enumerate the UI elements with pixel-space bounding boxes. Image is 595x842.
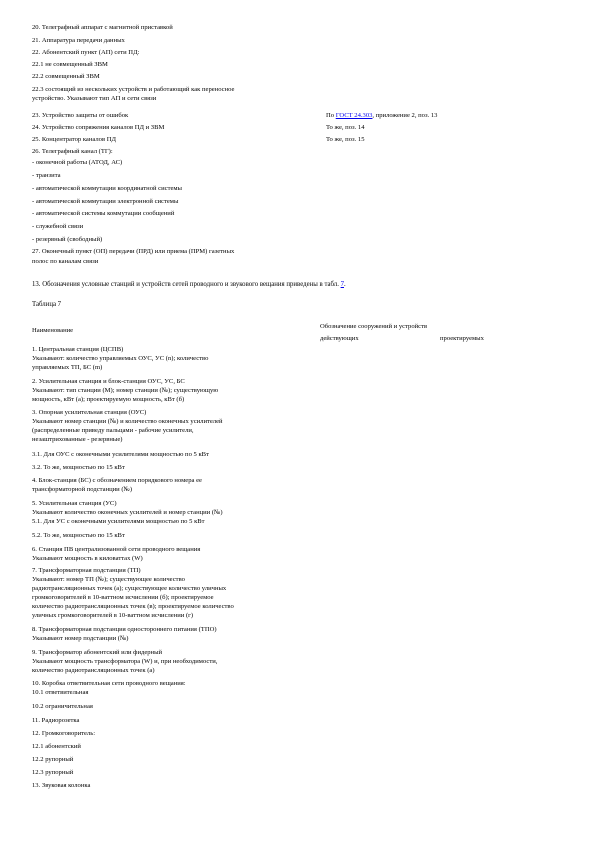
reference-prefix: По (326, 112, 336, 119)
section-paragraph (32, 280, 346, 289)
table-row: 3.1. Для ОУС с оконечными усилителями мощностью по 5 кВт (32, 451, 209, 458)
table-header-group: Обозначение сооружений и устройств (320, 323, 428, 330)
table-row: 3. Опорная усилительная станция (ОУС) (32, 409, 147, 416)
list-item: 25. Концентратор каналов ПД (32, 136, 116, 143)
table-row: Указывают количество оконечных усилителей и номер станции (№) (32, 509, 223, 516)
table-row: (распределенные приведу пальцами - рабочие усилители, (32, 427, 194, 434)
table-row: 6. Станция ПВ централизованной сети проводного вещания (32, 546, 201, 553)
table-row: управляемых ТП, БС (m) (32, 364, 103, 371)
paragraph-text: 13. Обозначения условные станций и устройств сетей проводного и звукового вещания приведены в табл. (32, 281, 341, 288)
table-row: Указывают мощность в киловаттах (W) (32, 555, 143, 562)
table-header-name: Наименование (32, 327, 74, 334)
table-row: 12. Громкоговоритель: (32, 730, 96, 737)
table-row: 3.2. То же, мощностью по 15 кВт (32, 464, 125, 471)
table-row: незаштрихованные - резервные) (32, 436, 123, 443)
reference-row-25: То же, поз. 15 (326, 136, 365, 143)
list-item: 22.2 совмещенный ЗВМ (32, 73, 100, 80)
table-row: Указывают мощность трансформатора (W) и, при необходимости, (32, 658, 218, 665)
table-row: 10.2 ограничительная (32, 703, 93, 710)
table-row: 7. Трансформаторная подстанция (ТП) (32, 567, 141, 574)
table-row: мощность, кВт (а); проектируемую мощность, кВт (б) (32, 396, 185, 403)
list-item: 24. Устройство сопряжения каналов ПД и ЗВМ (32, 124, 165, 131)
list-item: 22.3 состоящий из нескольких устройств и работающий как переносное (32, 86, 235, 93)
list-item: устройство. Указывают тип АП и сети связи (32, 95, 157, 102)
table-row: трансформаторной подстанции (№) (32, 486, 133, 493)
table-row: 10.1 ответвительная (32, 689, 89, 696)
table-row: 10. Коробка ответвительная сети проводного вещания: (32, 680, 186, 687)
table-row: 12.2 рупорный (32, 756, 74, 763)
table-row: Указывают номер подстанции (№) (32, 635, 129, 642)
table-row: 9. Трансформатор абонентский или фидерный (32, 649, 163, 656)
list-item: 22. Абонентский пункт (АП) сети ПД: (32, 49, 140, 56)
table-row: Указывают: тип станции (М); номер станции (№); существующую (32, 387, 219, 394)
table-row: 12.3 рупорный (32, 769, 74, 776)
table-header-designed: проектируемых (440, 335, 484, 342)
table-row: 5.2. То же, мощностью по 15 кВт (32, 532, 125, 539)
reference-row-24: То же, поз. 14 (326, 124, 365, 131)
table-label: Таблица 7 (32, 301, 62, 308)
list-item: полос по каналам связи (32, 258, 99, 265)
table-row: радиотрансляционных точек (а); существующее количество уличных (32, 585, 227, 592)
list-item: 22.1 не совмещенный ЗВМ (32, 61, 108, 68)
table-row: 5.1. Для УС с оконечными усилителями мощностью по 5 кВт (32, 518, 205, 525)
reference-suffix: , приложение 2, поз. 13 (372, 112, 438, 119)
list-item: 21. Аппаратура передачи данных (32, 37, 125, 44)
paragraph-end: . (344, 281, 346, 288)
list-item: 26. Телеграфный канал (ТГ): (32, 148, 113, 155)
table-row: 13. Звуковая колонка (32, 782, 91, 789)
gost-link[interactable]: ГОСТ 24.303 (335, 112, 373, 119)
list-item: - оконечной работы (АТОД, АС) (32, 159, 123, 166)
table-row: Указывают: количество управляемых ОУС, УС (n); количество (32, 355, 209, 362)
table-row: 12.1 абонентский (32, 743, 81, 750)
table-header-existing: действующих (320, 335, 359, 342)
table-row: Указывают номер станции (№) и количество оконечных усилителей (32, 418, 223, 425)
table-row: Указывают: номер ТП (№); существующее количество (32, 576, 185, 583)
list-item: - резервный (свободный) (32, 236, 103, 243)
list-item: - автоматической системы коммутации сообщений (32, 210, 175, 217)
list-item: - автоматической коммутации координатной системы (32, 185, 182, 192)
table-row: 4. Блок-станция (БС) с обозначением порядкового номера ее (32, 477, 202, 484)
list-item: 23. Устройство защиты от ошибок (32, 112, 129, 119)
table-row: 8. Трансформаторная подстанция одностороннего питания (ТПО) (32, 626, 217, 633)
list-item: - автоматической коммутации электронной системы (32, 198, 179, 205)
table-row: громкоговорителей в 10-ваттном исчислении (б); проектируемое (32, 594, 214, 601)
list-item: - служебной связи (32, 223, 84, 230)
list-item: 27. Оконечный пункт (ОП) передачи (ПРД) или приема (ПРМ) газетных (32, 248, 235, 255)
table-row: 1. Центральная станция (ЦСПВ) (32, 346, 124, 353)
table-row: количество радиотрансляционных точек (в); проектируемое количество (32, 603, 234, 610)
table-7-link[interactable]: 7 (340, 281, 344, 288)
reference-row-23 (326, 111, 437, 120)
table-row: 2. Усилительная станция и блок-станция ОУС, УС, БС (32, 378, 185, 385)
table-row: уличных громкоговорителей в 10-ваттном исчислении (г) (32, 612, 194, 619)
table-row: количество радиотрансляционных точек (а) (32, 667, 155, 674)
table-row: 5. Усилительная станция (УС) (32, 500, 117, 507)
list-item: 20. Телеграфный аппарат с магнитной приставкой (32, 24, 173, 31)
list-item: - транзита (32, 172, 61, 179)
table-row: 11. Радиорозетка (32, 717, 80, 724)
